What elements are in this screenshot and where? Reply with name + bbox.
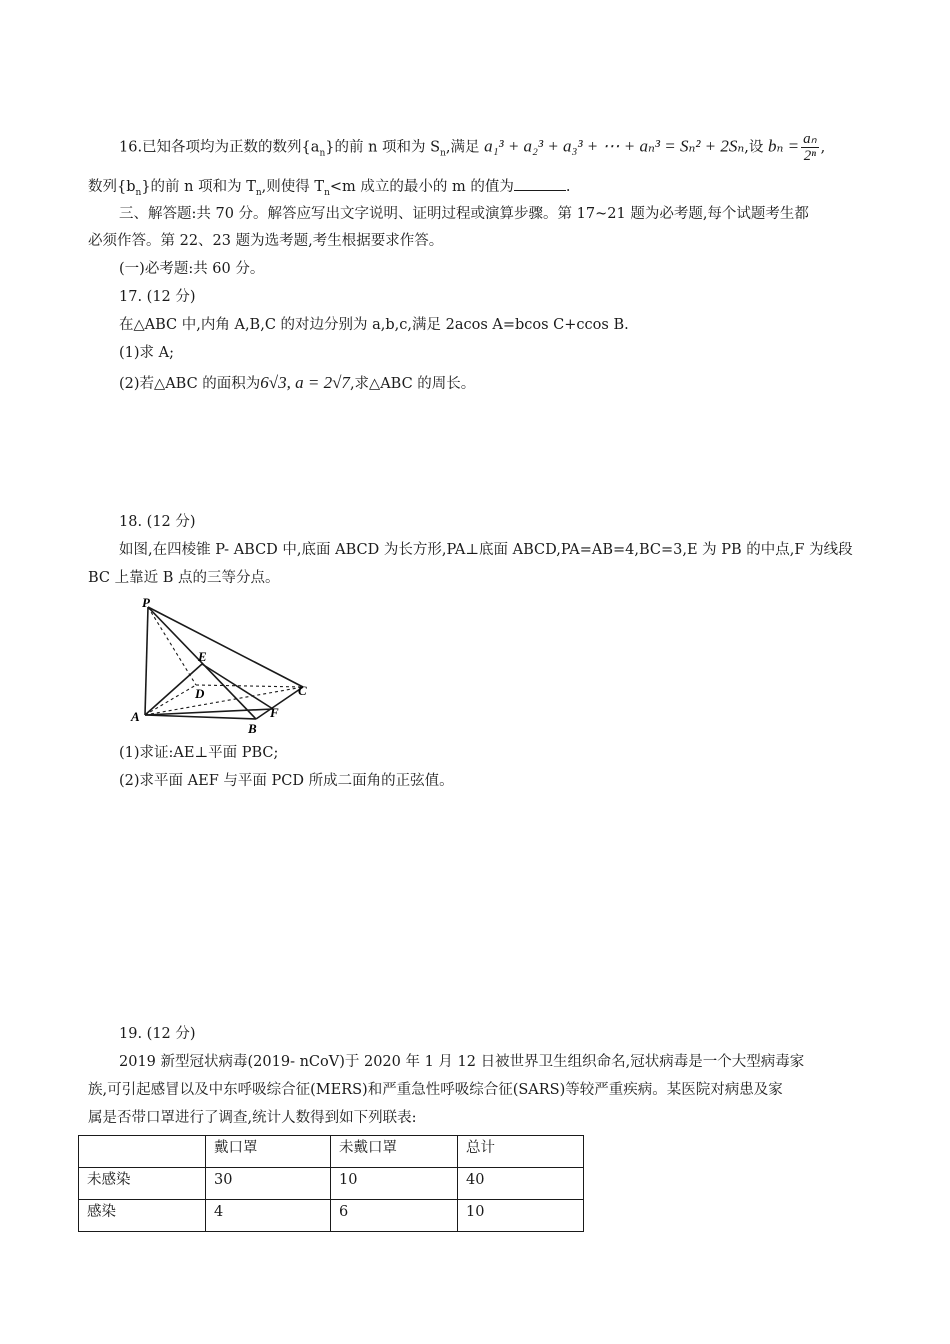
q16-bn-lhs: bₙ = bbox=[768, 136, 800, 156]
edge-AB bbox=[145, 715, 256, 719]
frac-denominator: 2ⁿ bbox=[803, 148, 816, 164]
q18-stem-line2: BC 上靠近 B 点的三等分点。 bbox=[88, 570, 280, 586]
table-cell: 6 bbox=[331, 1200, 458, 1232]
edge-DC-hidden bbox=[196, 685, 303, 687]
table-cell: 4 bbox=[206, 1200, 331, 1232]
q18-part2: (2)求平面 AEF 与平面 PCD 所成二面角的正弦值。 bbox=[119, 773, 454, 789]
table-row bbox=[79, 1200, 584, 1232]
q18-part1: (1)求证:AE⊥平面 PBC; bbox=[119, 745, 279, 761]
table-header-row bbox=[79, 1136, 584, 1168]
q18-heading: 18. (12 分) bbox=[119, 514, 196, 530]
q16-text-d: ,设 bbox=[744, 139, 764, 156]
table-cell: 戴口罩 bbox=[206, 1136, 331, 1168]
table-cell: 30 bbox=[206, 1168, 331, 1200]
q16-text-f: 数列{b bbox=[88, 179, 136, 195]
table-row bbox=[79, 1168, 584, 1200]
table-cell: 感染 bbox=[79, 1200, 206, 1232]
q19-stem-line3: 属是否带口罩进行了调查,统计人数得到如下列联表: bbox=[88, 1110, 417, 1126]
table-cell: 10 bbox=[458, 1200, 584, 1232]
label-D: D bbox=[195, 686, 205, 701]
q16-text-a: 16.已知各项均为正数的数列{a bbox=[119, 139, 320, 156]
table-cell: 未感染 bbox=[79, 1168, 206, 1200]
label-E: E bbox=[198, 649, 207, 664]
label-C: C bbox=[298, 683, 307, 698]
table-cell bbox=[79, 1136, 206, 1168]
sub-n: n bbox=[255, 187, 262, 198]
q16-text-e: , bbox=[820, 139, 826, 156]
q16-text-g: }的前 n 项和为 T bbox=[141, 179, 256, 195]
label-P: P bbox=[142, 597, 150, 610]
edge-PA bbox=[145, 607, 148, 715]
q16-text-i: <m 成立的最小的 m 的值为 bbox=[329, 179, 514, 195]
label-B: B bbox=[248, 721, 257, 736]
label-A: A bbox=[131, 709, 140, 724]
q17-stem: 在△ABC 中,内角 A,B,C 的对边分别为 a,b,c,满足 2acos A=bcos C+ccos B. bbox=[119, 317, 629, 333]
q16-text-c: ,满足 bbox=[445, 139, 480, 156]
table-cell: 40 bbox=[458, 1168, 584, 1200]
q17-part2-math: 6√3, a = 2√7 bbox=[260, 373, 350, 392]
q16-formula: a₁³ + a₂³ + a₃³ + ⋯ + aₙ³ = Sₙ² + 2Sₙ bbox=[484, 136, 745, 156]
section3-part1: (一)必考题:共 60 分。 bbox=[119, 261, 265, 277]
segment-AE bbox=[145, 664, 202, 715]
q16-line2 bbox=[88, 176, 570, 203]
table-cell: 未戴口罩 bbox=[331, 1136, 458, 1168]
q17-part2-text-b: ,求△ABC 的周长。 bbox=[349, 376, 476, 392]
sub-n: n bbox=[440, 148, 446, 159]
contingency-table bbox=[78, 1135, 584, 1232]
section3-line2: 必须作答。第 22、23 题为选考题,考生根据要求作答。 bbox=[88, 233, 444, 249]
frac-numerator: aₙ bbox=[803, 131, 817, 147]
pyramid-figure bbox=[128, 597, 318, 737]
q17-part2-text-a: (2)若△ABC 的面积为 bbox=[119, 376, 261, 392]
q16-text-b: }的前 n 项和为 S bbox=[325, 139, 441, 156]
edge-PC bbox=[148, 607, 303, 687]
q19-stem-line2: 族,可引起感冒以及中东呼吸综合征(MERS)和严重急性呼吸综合征(SARS)等较严重疾病。某医院对病患及家 bbox=[88, 1082, 783, 1098]
sub-n: n bbox=[135, 187, 142, 198]
q19-heading: 19. (12 分) bbox=[119, 1026, 196, 1042]
q17-heading: 17. (12 分) bbox=[119, 289, 196, 305]
q16-line1 bbox=[119, 131, 825, 164]
table-cell: 10 bbox=[331, 1168, 458, 1200]
q16-text-j: . bbox=[565, 179, 571, 195]
q19-stem-line1: 2019 新型冠状病毒(2019- nCoV)于 2020 年 1 月 12 日被世界卫生组织命名,冠状病毒是一个大型病毒家 bbox=[119, 1054, 805, 1070]
section3-line1: 三、解答题:共 70 分。解答应写出文字说明、证明过程或演算步骤。第 17~21 题为必考题,每个试题考生都 bbox=[119, 206, 809, 222]
sub-n: n bbox=[324, 187, 330, 198]
q17-part1: (1)求 A; bbox=[119, 345, 175, 361]
answer-blank[interactable] bbox=[514, 176, 566, 191]
label-F: F bbox=[270, 705, 279, 720]
table-cell: 总计 bbox=[458, 1136, 584, 1168]
q17-part2 bbox=[119, 373, 475, 394]
q16-text-h: ,则使得 T bbox=[261, 179, 325, 195]
q16-bn-fraction bbox=[801, 131, 818, 164]
q18-stem-line1: 如图,在四棱锥 P- ABCD 中,底面 ABCD 为长方形,PA⊥底面 ABCD,PA=AB=4,BC=3,E 为 PB 的中点,F 为线段 bbox=[119, 542, 853, 558]
sub-n: n bbox=[319, 148, 326, 159]
